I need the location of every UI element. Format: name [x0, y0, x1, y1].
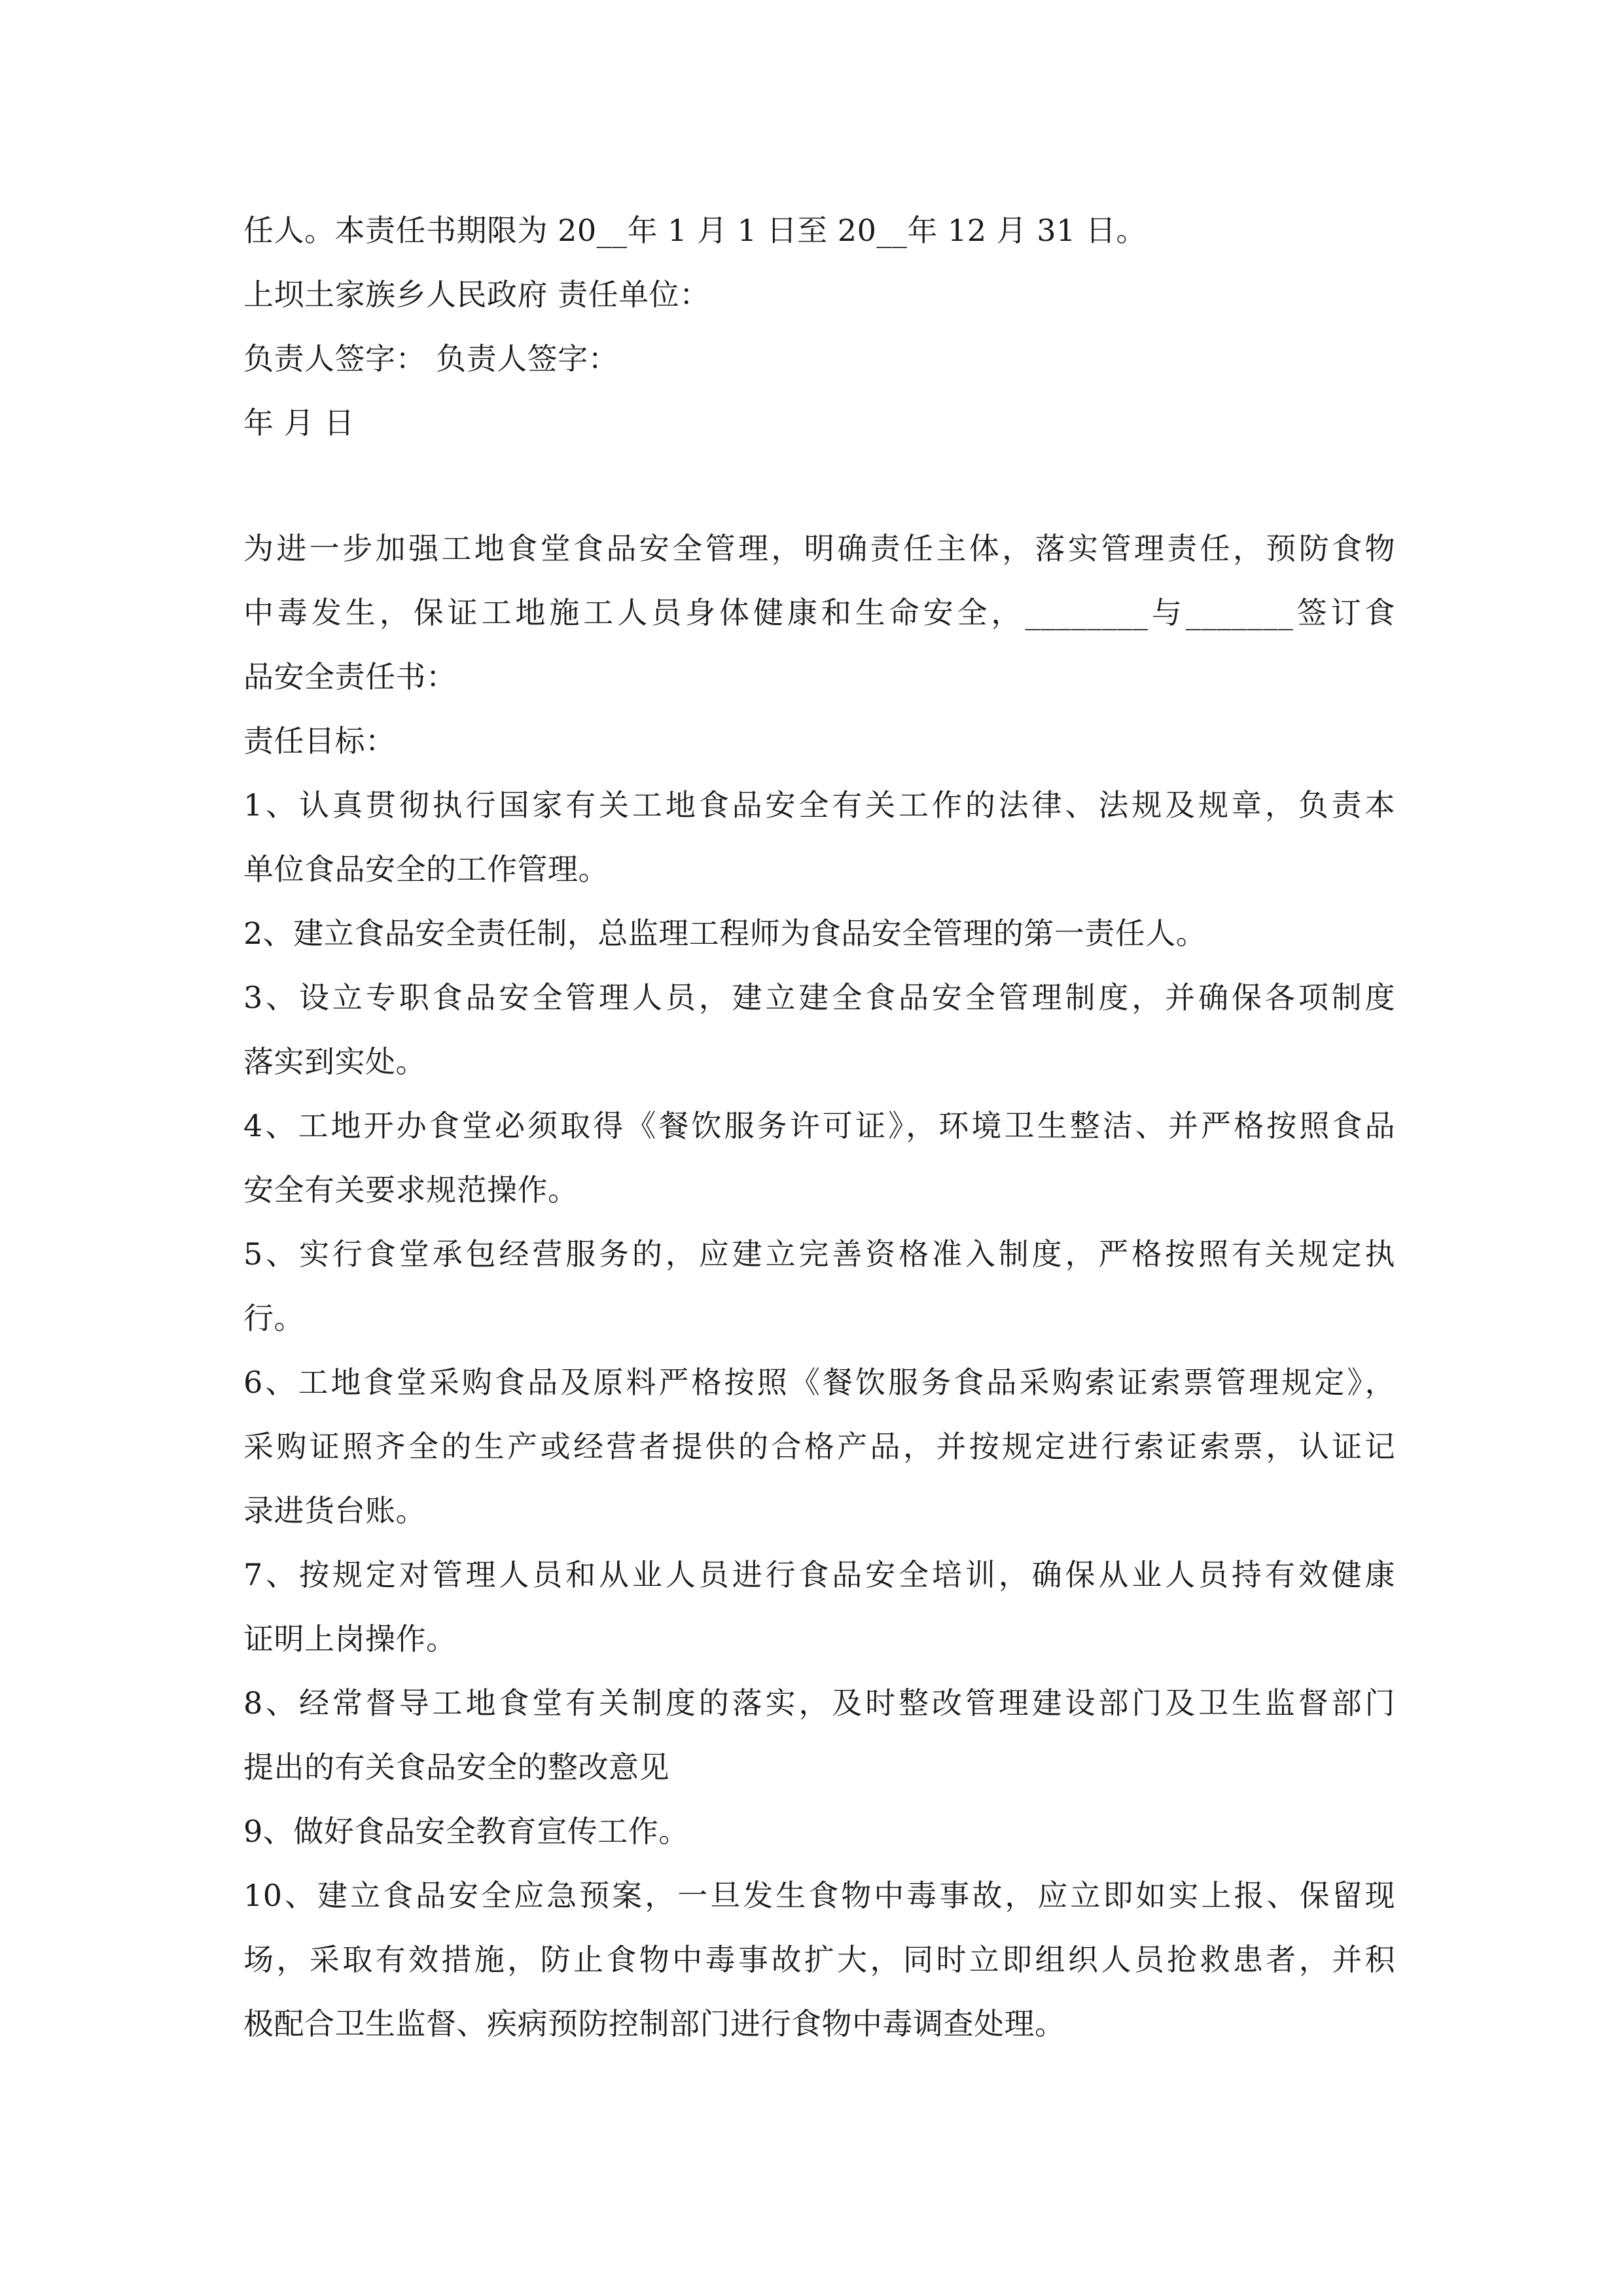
item-9-line-1: 9、做好食品安全教育宣传工作。 — [243, 1814, 689, 1849]
item-6-line-2: 采购证照齐全的生产或经营者提供的合格产品，并按规定进行索证索票，认证记 — [243, 1429, 1395, 1464]
signing-unit-line: 上坝土家族乡人民政府 责任单位： — [243, 277, 710, 312]
item-10-line-2: 场，采取有效措施，防止食物中毒事故扩大，同时立即组织人员抢救患者，并积 — [243, 1942, 1395, 1977]
term-line: 任人。本责任书期限为 20__年 1 月 1 日至 20__年 12 月 31 日。 — [243, 213, 1147, 248]
item-4-line-1: 4、工地开办食堂必须取得《餐饮服务许可证》，环境卫生整洁、并严格按照食品 — [243, 1108, 1395, 1143]
item-3-line-2: 落实到实处。 — [243, 1044, 426, 1079]
item-8-line-1: 8、经常督导工地食堂有关制度的落实，及时整改管理建设部门及卫生监督部门 — [243, 1685, 1395, 1721]
item-4-line-2: 安全有关要求规范操作。 — [243, 1172, 579, 1208]
intro-line-2: 中毒发生，保证工地施工人员身体健康和生命安全，________与_______签订食 — [243, 595, 1395, 630]
item-8-line-2: 提出的有关食品安全的整改意见 — [243, 1749, 669, 1785]
item-3-line-1: 3、设立专职食品安全管理人员，建立建全食品安全管理制度，并确保各项制度 — [243, 980, 1395, 1015]
item-10-line-3: 极配合卫生监督、疾病预防控制部门进行食物中毒调查处理。 — [243, 2006, 1065, 2041]
intro-line-3: 品安全责任书： — [243, 659, 457, 694]
item-2-line-1: 2、建立食品安全责任制，总监理工程师为食品安全管理的第一责任人。 — [243, 916, 1207, 951]
item-6-line-1: 6、工地食堂采购食品及原料严格按照《餐饮服务食品采购索证索票管理规定》， — [243, 1365, 1395, 1400]
date-line: 年 月 日 — [243, 405, 355, 440]
item-5-line-2: 行。 — [243, 1300, 304, 1336]
item-10-line-1: 10、建立食品安全应急预案，一旦发生食物中毒事故，应立即如实上报、保留现 — [243, 1878, 1395, 1913]
item-1-line-2: 单位食品安全的工作管理。 — [243, 852, 609, 887]
item-5-line-1: 5、实行食堂承包经营服务的，应建立完善资格准入制度，严格按照有关规定执 — [243, 1236, 1395, 1272]
signature-line: 负责人签字： 负责人签字： — [243, 341, 619, 376]
item-7-line-2: 证明上岗操作。 — [243, 1621, 457, 1657]
item-1-line-1: 1、认真贯彻执行国家有关工地食品安全有关工作的法律、法规及规章，负责本 — [243, 787, 1395, 823]
item-7-line-1: 7、按规定对管理人员和从业人员进行食品安全培训，确保从业人员持有效健康 — [243, 1557, 1395, 1592]
section-title: 责任目标： — [243, 723, 396, 759]
item-6-line-3: 录进货台账。 — [243, 1493, 426, 1528]
intro-line-1: 为进一步加强工地食堂食品安全管理，明确责任主体，落实管理责任，预防食物 — [243, 531, 1395, 566]
